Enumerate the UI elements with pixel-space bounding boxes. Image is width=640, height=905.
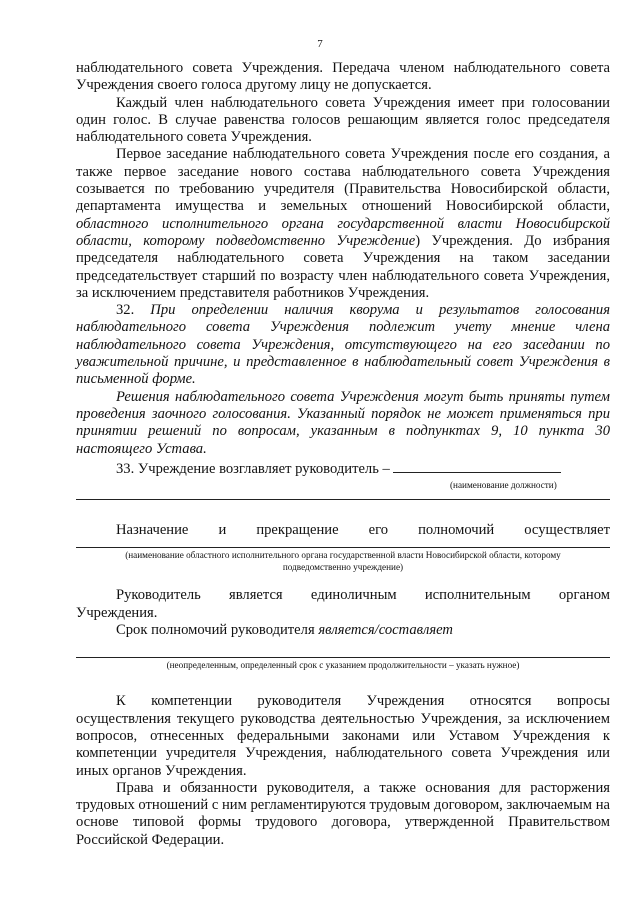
appoint-word-5: полномочий <box>418 522 495 539</box>
paragraph-33-text: 33. Учреждение возглавляет руководитель – <box>116 460 394 477</box>
head-word-4: исполнительным <box>424 587 531 604</box>
head-word-3: единоличным <box>310 587 397 604</box>
competence-word-4: Учреждения <box>366 693 445 710</box>
first-meeting-italic: областного исполнительного органа государственной власти Новосибирской области, которому подведомственно Учреждение <box>76 215 610 249</box>
appoint-word-1: Назначение <box>116 522 189 539</box>
competence-word-2: компетенции <box>151 693 233 710</box>
paragraph-32-number: 32. <box>116 302 151 319</box>
paragraph-continuation: наблюдательного совета Учреждения. Передача членом наблюдательного совета Учреждения своего голоса другому лицу не допускается. <box>76 60 610 94</box>
head-word-2: является <box>229 587 283 604</box>
document-body <box>76 60 610 849</box>
paragraph-32 <box>76 302 610 388</box>
paragraph-32-italic: При определении наличия кворума и результатов голосования наблюдательного совета Учреждения подлежит учету мнение члена наблюдательного совета Учреждения, отсутствующего на его заседании по уважительной причине, и представленное в наблюдательный совет Учреждения в письменной форме. <box>76 302 611 388</box>
paragraph-term <box>76 622 610 639</box>
position-title-caption: (наименование должности) <box>450 480 557 491</box>
paragraph-rights: Права и обязанности руководителя, а также основания для расторжения трудовых отношений с ним регламентируются трудовым договором, заключаемым на основе типовой формы трудового договора, утвержденной Правительством Российской Федерации. <box>76 779 610 848</box>
competence-word-6: вопросы <box>556 693 610 710</box>
head-word-5: органом <box>558 587 610 604</box>
competence-word-3: руководителя <box>257 693 342 710</box>
paragraph-32-absentee: Решения наблюдательного совета Учреждения могут быть приняты путем проведения заочного голосования. Указанный порядок не может применяться при принятии решений по вопросам, указанным в подпунктах 9, 10 пункта 30 настоящего Устава. <box>76 388 610 457</box>
head-line <box>76 587 610 604</box>
competence-word-1: К <box>116 693 126 710</box>
page-number: 7 <box>317 38 323 50</box>
term-italic: является/составляет <box>318 622 453 639</box>
appointing-body-blank-line <box>76 539 610 548</box>
competence-tail: осуществления текущего руководства деятельностью Учреждения, за исключением вопросов, отнесенных федеральными законами или Уставом Учреждения к компетенции учредителя Учреждения, наблюдательного совета Учреждения или иных органов Учреждения. <box>76 710 610 779</box>
paragraph-33 <box>76 458 610 478</box>
paragraph-first-meeting <box>76 146 610 302</box>
appoint-word-4: его <box>368 522 389 539</box>
appoint-word-3: прекращение <box>256 522 339 539</box>
position-title-blank <box>393 458 561 473</box>
appoint-word-6: осуществляет <box>524 522 610 539</box>
paragraph-voting: Каждый член наблюдательного совета Учреждения имеет при голосовании один голос. В случае равенства голосов решающим является голос председателя наблюдательного совета Учреждения. <box>76 94 610 146</box>
competence-word-5: относятся <box>469 693 532 710</box>
head-line-tail: Учреждения. <box>76 604 158 621</box>
head-word-1: Руководитель <box>116 587 201 604</box>
position-title-blank-line <box>76 491 610 500</box>
first-meeting-text-a: Первое заседание наблюдательного совета Учреждения после его создания, а также первое заседание нового состава наблюдательного совета Учреждения созывается по требованию учредителя (Правительства Новосибирской области, департамента имущества и земельных отношений Новосибирской области, <box>76 146 610 215</box>
term-blank-line <box>76 649 610 658</box>
first-meeting-text-b: ) Учреждения. До избрания председателя наблюдательного совета Учреждения на таком заседании председательствует старший по возрасту член наблюдательного совета Учреждения, за исключением представителя работников Учреждения. <box>76 232 611 301</box>
appoint-word-2: и <box>218 522 227 539</box>
competence-line <box>76 693 610 710</box>
term-caption: (неопределенным, определенный срок с указанием продолжительности – указать нужное) <box>166 660 520 671</box>
appointing-body-caption: (наименование областного исполнительного органа государственной власти Новосибирской области, которому подведомственно учреждение) <box>125 550 561 573</box>
appointment-line <box>76 522 610 539</box>
term-text: Срок полномочий руководителя <box>116 622 319 639</box>
